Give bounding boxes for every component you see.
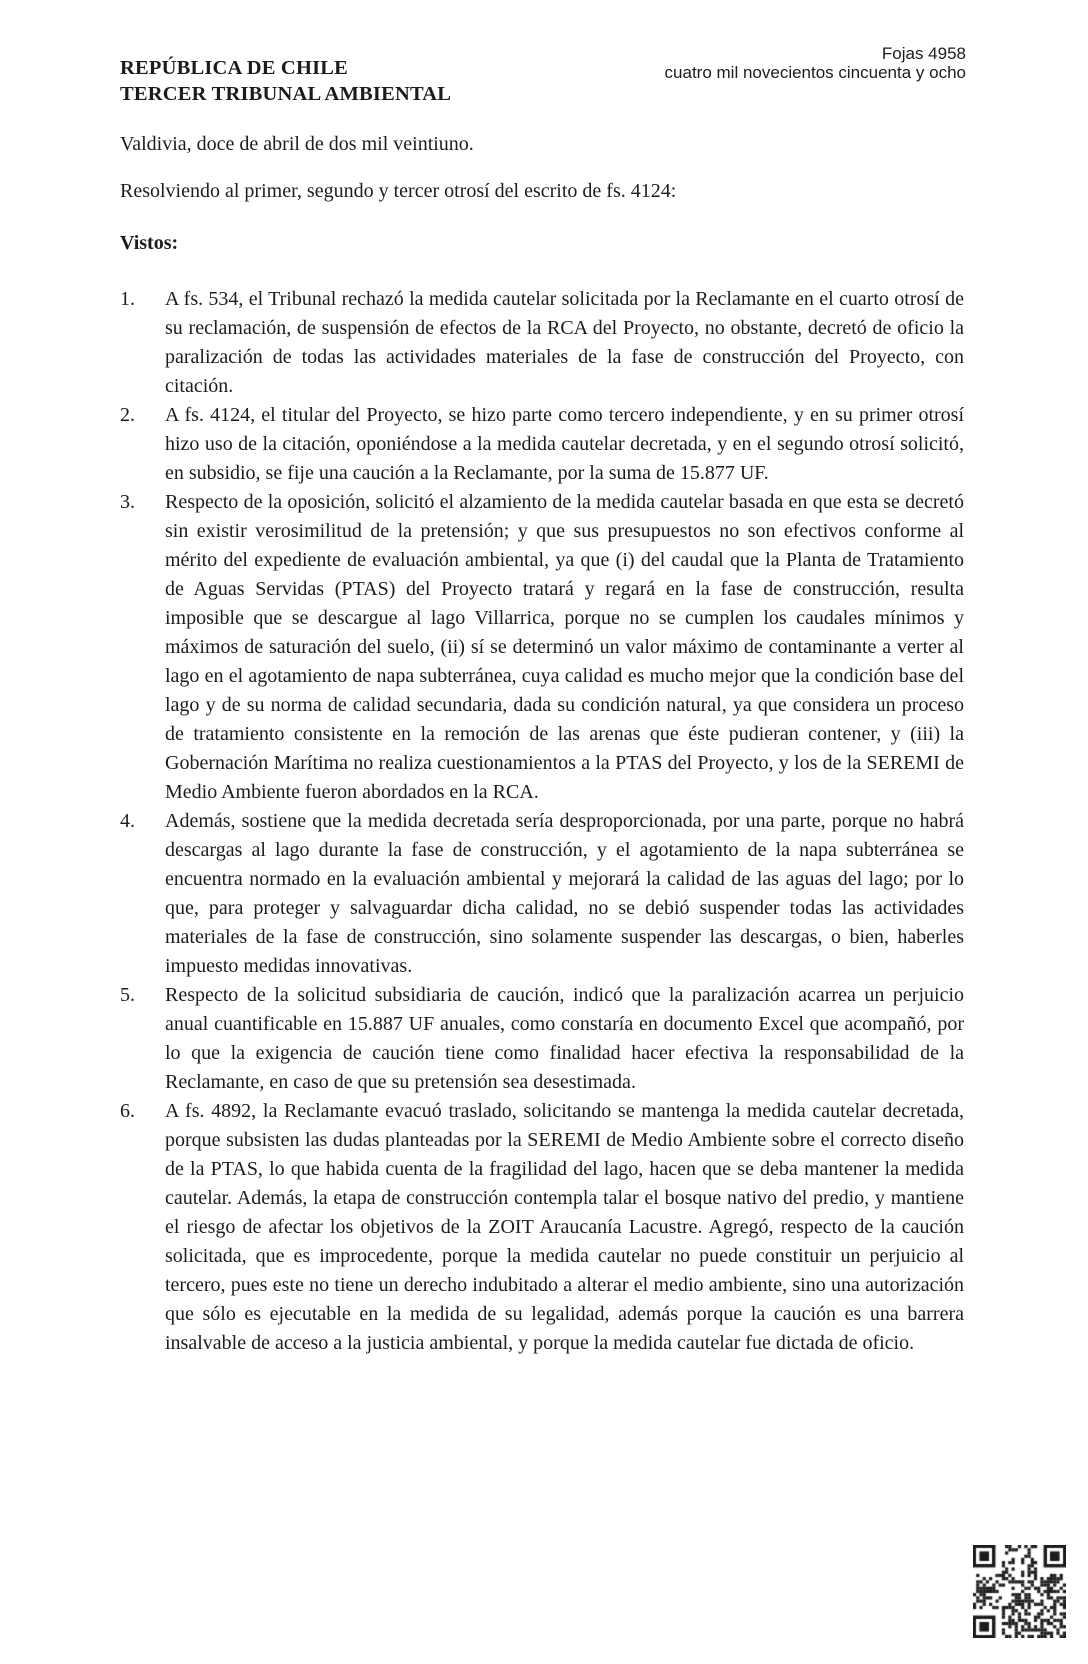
fojas-stamp: [665, 44, 966, 82]
item-number: 5.: [120, 984, 135, 1006]
fojas-words: cuatro mil novecientos cincuenta y ocho: [664, 63, 966, 82]
vistos-item: [120, 488, 964, 807]
item-text: Respecto de la solicitud subsidiaria de caución, indicó que la paralización acarrea un perjuicio anual cuantificable en 15.887 UF anuales, como constaría en documento Excel que acompañó, por lo que la exigencia de caución tiene como finalidad hacer efectiva la responsabilidad de la Reclamante, en caso de que su pretensión sea desestimada.: [165, 984, 964, 1093]
item-number: 1.: [120, 288, 135, 310]
letterhead-country: REPÚBLICA DE CHILE: [120, 57, 349, 79]
item-text: Respecto de la oposición, solicitó el alzamiento de la medida cautelar basada en que esta se decretó sin existir verosimilitud de la pretensión; y que sus presupuestos no son efectivos conforme al mérito del expediente de evaluación ambiental, ya que (i) del caudal que la Planta de Tratamiento de Aguas Servidas (PTAS) del Proyecto tratará y regará en la fase de construcción, resulta imposible que se descargue al lago Villarrica, porque no se cumplen los caudales mínimos y máximos de saturación del suelo, (ii) sí se determinó un valor máximo de contaminante a verter al lago en el agotamiento de napa subterránea, cuya calidad es mucho mejor que la condición base del lago y de su norma de calidad secundaria, dada su condición natural, ya que considera un proceso de tratamiento consistente en la remoción de las arenas que éste pudieran contener, y (iii) la Gobernación Marítima no realiza cuestionamientos a la PTAS del Proyecto, y los de la SEREMI de Medio Ambiente fueron abordados en la RCA.: [165, 491, 964, 803]
item-text: A fs. 4892, la Reclamante evacuó traslado, solicitando se mantenga la medida cautelar decretada, porque subsisten las dudas planteadas por la SEREMI de Medio Ambiente sobre el correcto diseño de la PTAS, lo que habida cuenta de la fragilidad del lago, hacen que se deba mantener la medida cautelar. Además, la etapa de construcción contempla talar el bosque nativo del predio, y mantiene el riesgo de afectar los objetivos de la ZOIT Araucanía Lacustre. Agregó, respecto de la caución solicitada, que es improcedente, porque la medida cautelar no puede constituir un perjuicio al tercero, pues este no tiene un derecho indubitado a alterar el medio ambiente, sino una autorización que sólo es ejecutable en la medida de su legalidad, además porque la caución es una barrera insalvable de acceso a la justicia ambiental, y porque la medida cautelar fue dictada de oficio.: [165, 1100, 964, 1354]
qr-code: [973, 1545, 1066, 1638]
letterhead-tribunal: TERCER TRIBUNAL AMBIENTAL: [120, 83, 452, 105]
item-number: 2.: [120, 404, 135, 426]
item-number: 4.: [120, 810, 135, 832]
vistos-item: [120, 807, 964, 981]
item-number: 3.: [120, 491, 135, 513]
item-number: 6.: [120, 1100, 135, 1122]
document-body: [120, 130, 964, 1358]
item-text: A fs. 4124, el titular del Proyecto, se hizo parte como tercero independiente, y en su primer otrosí hizo uso de la citación, oponiéndose a la medida cautelar decretada, y en el segundo otrosí solicitó, en subsidio, se fije una caución a la Reclamante, por la suma de 15.877 UF.: [165, 404, 964, 484]
tribunal-letterhead: [120, 55, 451, 107]
vistos-heading: Vistos:: [120, 232, 179, 254]
date-line: Valdivia, doce de abril de dos mil veintiuno.: [120, 133, 474, 155]
vistos-item: [120, 401, 964, 488]
item-text: A fs. 534, el Tribunal rechazó la medida cautelar solicitada por la Reclamante en el cuarto otrosí de su reclamación, de suspensión de efectos de la RCA del Proyecto, no obstante, decretó de oficio la paralización de todas las actividades materiales de la fase de construcción del Proyecto, con citación.: [165, 288, 964, 397]
vistos-item: [120, 981, 964, 1097]
item-text: Además, sostiene que la medida decretada sería desproporcionada, por una parte, porque no habrá descargas al lago durante la fase de construcción, y el agotamiento de la napa subterránea se encuentra normado en la evaluación ambiental y mejorará la calidad de las aguas del lago; por lo que, para proteger y salvaguardar dicha calidad, no se debió suspender todas las actividades materiales de la fase de construcción, sino solamente suspender las descargas, o bien, haberles impuesto medidas innovativas.: [165, 810, 964, 977]
vistos-item: [120, 285, 964, 401]
vistos-list: [120, 285, 964, 1358]
vistos-item: [120, 1097, 964, 1358]
resolving-line: Resolviendo al primer, segundo y tercer otrosí del escrito de fs. 4124:: [120, 180, 677, 202]
fojas-number: Fojas 4958: [881, 44, 966, 63]
